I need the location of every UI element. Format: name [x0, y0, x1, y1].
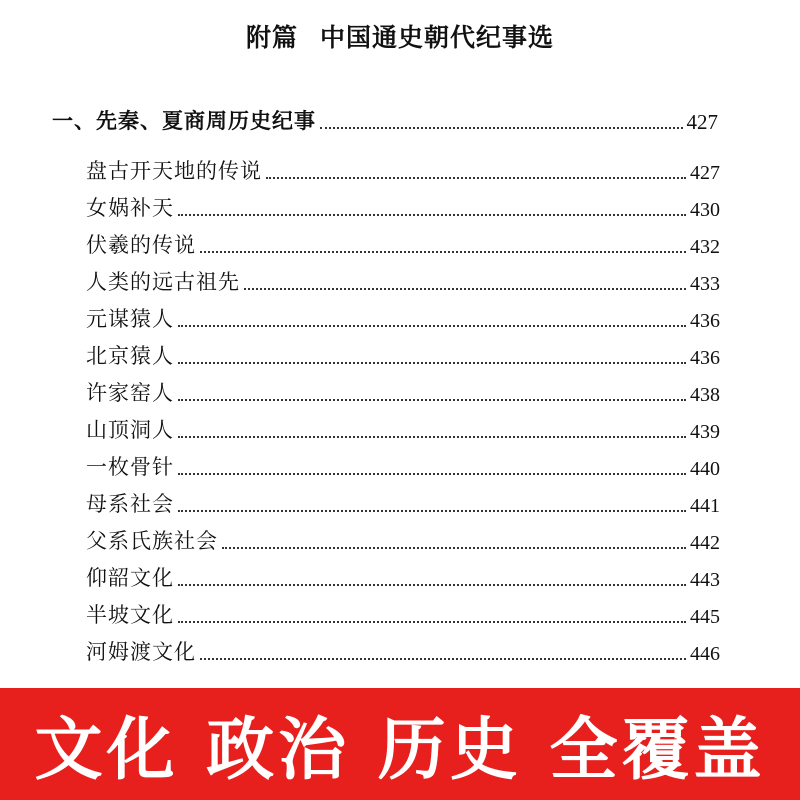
toc-entry[interactable]	[86, 266, 720, 296]
entry-label: 人类的远古祖先	[86, 270, 240, 294]
banner-text: 文化 政治 历史 全覆盖	[34, 710, 766, 790]
entry-label: 半坡文化	[86, 603, 174, 627]
dot-leader	[200, 250, 686, 253]
toc-entry[interactable]	[86, 229, 720, 259]
entry-label: 一枚骨针	[86, 455, 174, 479]
entry-label: 许家窑人	[86, 381, 174, 405]
entry-page-number: 436	[690, 310, 720, 332]
dot-leader	[320, 126, 683, 129]
entry-page-number: 446	[690, 643, 720, 665]
entry-label: 河姆渡文化	[86, 640, 196, 664]
dot-leader	[244, 287, 686, 290]
entry-page-number: 441	[690, 495, 720, 517]
toc-entry[interactable]	[86, 562, 720, 592]
entry-label: 元谋猿人	[86, 307, 174, 331]
toc-entry[interactable]	[86, 414, 720, 444]
entry-label: 伏羲的传说	[86, 233, 196, 257]
section-page-number: 427	[686, 110, 718, 134]
entry-label: 仰韶文化	[86, 566, 174, 590]
title-part: 附篇	[245, 23, 298, 52]
toc-entry[interactable]	[86, 636, 720, 666]
entry-label: 山顶洞人	[86, 418, 174, 442]
entry-page-number: 442	[690, 532, 720, 554]
entry-page-number: 430	[690, 199, 720, 221]
dot-leader	[178, 324, 686, 327]
toc-entry[interactable]	[86, 340, 720, 370]
page-title	[0, 18, 800, 54]
entry-page-number: 443	[690, 569, 720, 591]
dot-leader	[178, 213, 686, 216]
dot-leader	[178, 435, 686, 438]
dot-leader	[178, 583, 686, 586]
title-name: 中国通史朝代纪事选	[320, 23, 555, 52]
entry-label: 女娲补天	[86, 196, 174, 220]
entry-page-number: 438	[690, 384, 720, 406]
toc-section-heading[interactable]	[52, 103, 718, 135]
toc-entry[interactable]	[86, 599, 720, 629]
dot-leader	[178, 620, 686, 623]
entry-label: 父系氏族社会	[86, 529, 218, 553]
toc-entry[interactable]	[86, 303, 720, 333]
dot-leader	[200, 657, 686, 660]
entry-page-number: 440	[690, 458, 720, 480]
dot-leader	[178, 361, 686, 364]
entry-page-number: 439	[690, 421, 720, 443]
section-label: 一、先秦、夏商周历史纪事	[52, 108, 316, 133]
toc-entry[interactable]	[86, 377, 720, 407]
entry-page-number: 432	[690, 236, 720, 258]
dot-leader	[178, 472, 686, 475]
toc-entry[interactable]	[86, 525, 720, 555]
entry-page-number: 445	[690, 606, 720, 628]
entry-label: 北京猿人	[86, 344, 174, 368]
toc-entry[interactable]	[86, 192, 720, 222]
entry-page-number: 433	[690, 273, 720, 295]
dot-leader	[222, 546, 686, 549]
toc-entry[interactable]	[86, 488, 720, 518]
toc-entry[interactable]	[86, 155, 720, 185]
dot-leader	[266, 176, 686, 179]
entry-page-number: 427	[690, 162, 720, 184]
entry-page-number: 436	[690, 347, 720, 369]
toc-entry[interactable]	[86, 451, 720, 481]
promo-banner	[0, 688, 800, 800]
dot-leader	[178, 509, 686, 512]
entry-label: 盘古开天地的传说	[86, 159, 262, 183]
entry-label: 母系社会	[86, 492, 174, 516]
dot-leader	[178, 398, 686, 401]
